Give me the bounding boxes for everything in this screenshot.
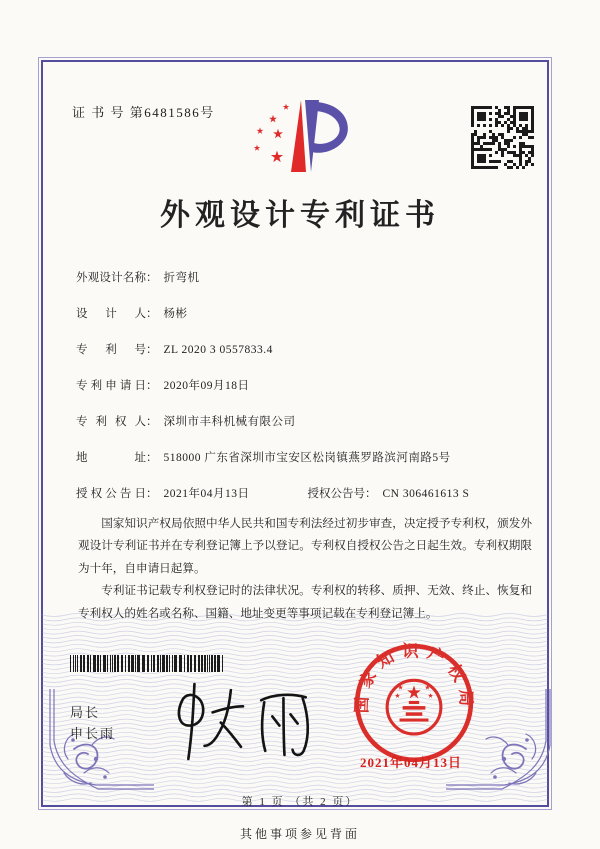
field-value: 518000 广东省深圳市宝安区松岗镇燕罗路滨河南路5号 xyxy=(163,452,451,464)
field-row-address xyxy=(76,449,451,465)
field-colon: ： xyxy=(146,452,158,464)
grant-no-value: CN 306461613 S xyxy=(382,488,470,500)
field-label: 专利号 xyxy=(76,344,146,356)
barcode xyxy=(70,655,226,672)
certificate-number: 证 书 号 第6481586号 xyxy=(72,105,215,120)
field-label: 设计人 xyxy=(76,308,146,320)
field-colon: ： xyxy=(365,488,377,500)
cnipa-patent-logo-icon xyxy=(248,94,352,174)
field-value: 深圳市丰科机械有限公司 xyxy=(163,416,296,428)
national-emblem-icon xyxy=(387,680,441,734)
grant-date-value: 2021年04月13日 xyxy=(163,488,250,500)
field-colon: ： xyxy=(146,380,158,392)
director-signature xyxy=(168,678,320,764)
page-number: 第 1 页 （共 2 页） xyxy=(241,796,359,808)
certificate-title: 外观设计专利证书 xyxy=(160,199,440,232)
field-row-patentee xyxy=(76,413,296,429)
qr-code xyxy=(471,106,534,169)
signatory-name: 申长雨 xyxy=(70,726,116,741)
field-value: 2020年09月18日 xyxy=(163,380,250,392)
field-value: ZL 2020 3 0557833.4 xyxy=(163,344,273,356)
field-colon: ： xyxy=(146,488,158,500)
signatory-block xyxy=(70,702,115,744)
field-colon: ： xyxy=(146,308,158,320)
field-row-designer xyxy=(76,305,188,321)
field-row-grant xyxy=(76,485,469,501)
field-row-filing-date xyxy=(76,377,250,393)
field-label: 专利申请日 xyxy=(76,380,146,392)
signatory-title: 局长 xyxy=(70,705,101,720)
back-note: 其他事项参见背面 xyxy=(239,827,360,841)
seal-text: 国家知识产权局 xyxy=(352,641,476,714)
field-colon: ： xyxy=(146,272,158,284)
legal-text xyxy=(78,513,532,625)
paragraph-grant-statement: 国家知识产权局依照中华人民共和国专利法经过初步审查，决定授予专利权，颁发外观设计专利证书并在专利登记簿上予以登记。专利权自授权公告之日起生效。专利权期限为十年，自申请日起算。 xyxy=(78,517,532,575)
field-value: 杨彬 xyxy=(163,308,188,320)
paragraph-register-statement: 专利证书记载专利权登记时的法律状况。专利权的转移、质押、无效、终止、恢复和专利权人的姓名或名称、国籍、地址变更等事项记载在专利登记簿上。 xyxy=(78,584,532,620)
seal-date: 2021年04月13日 xyxy=(360,755,463,770)
field-row-design-name xyxy=(76,269,200,285)
field-colon: ： xyxy=(146,344,158,356)
official-seal xyxy=(352,641,476,765)
field-label: 专利权人 xyxy=(76,416,146,428)
field-colon: ： xyxy=(146,416,158,428)
field-value: 折弯机 xyxy=(163,272,200,284)
grant-no-label: 授权公告号 xyxy=(307,488,365,500)
field-label: 地址 xyxy=(76,452,146,464)
field-label: 授权公告日 xyxy=(76,488,146,500)
field-label: 外观设计名称 xyxy=(76,272,146,284)
field-row-patent-number xyxy=(76,341,273,357)
